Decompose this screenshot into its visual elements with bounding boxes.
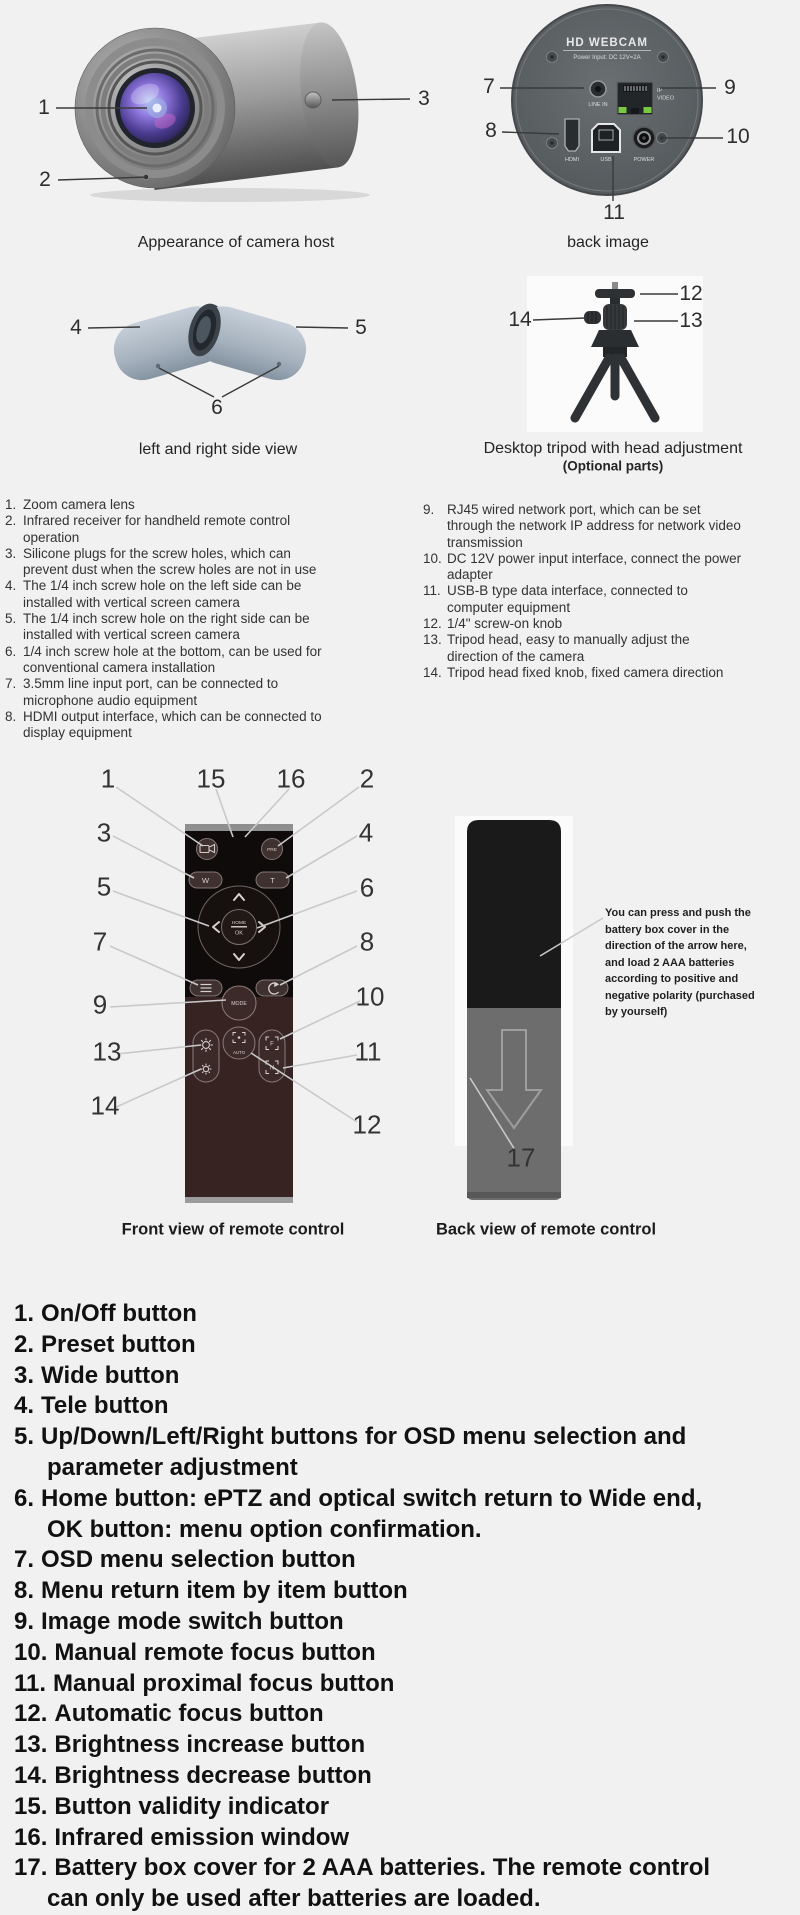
callout-8-remote: 8 <box>359 926 375 957</box>
callout-11: 11 <box>603 201 625 224</box>
list-item: 2. Preset button <box>14 1330 196 1358</box>
line-in-label: LINE IN <box>588 102 608 108</box>
list-item: 2. Infrared receiver for handheld remote control operation <box>5 513 291 545</box>
list-item: 7. 3.5mm line input port, can be connected to microphone audio equipment <box>5 676 279 708</box>
list-item: 8. HDMI output interface, which can be connected to display equipment <box>5 708 322 741</box>
callout-17: 17 <box>506 1142 536 1173</box>
list-item: 6. 1/4 inch screw hole at the bottom, can be used for conventional camera installation <box>5 643 322 675</box>
callout-2-remote: 2 <box>359 763 375 794</box>
list-item: 6. Home button: ePTZ and optical switch return to Wide end, OK button: menu option confirmation. <box>14 1484 703 1543</box>
callout-14: 14 <box>508 308 532 331</box>
callout-9-remote: 9 <box>92 989 108 1020</box>
callout-5-remote: 5 <box>96 871 112 902</box>
callout-11-remote: 11 <box>354 1036 382 1067</box>
callout-2: 2 <box>39 168 51 191</box>
figure-row-1-callout-lines <box>0 0 800 250</box>
list-item: 10. Manual remote focus button <box>14 1638 376 1666</box>
svg-text:F: F <box>270 1041 274 1048</box>
list-item: 9. Image mode switch button <box>14 1607 344 1635</box>
callout-4: 4 <box>70 316 82 339</box>
svg-text:T: T <box>270 875 275 885</box>
list-item: 7. OSD menu selection button <box>14 1546 356 1574</box>
callout-15: 15 <box>196 763 226 794</box>
list-item: 14. Brightness decrease button <box>14 1761 372 1789</box>
list-item: 5. Up/Down/Left/Right buttons for OSD menu selection and parameter adjustment <box>14 1423 687 1481</box>
callout-7: 7 <box>483 75 495 98</box>
callout-13-remote: 13 <box>92 1036 122 1067</box>
panel-subtitle: Power Input: DC 12V=2A <box>573 55 641 61</box>
camera-caption: Appearance of camera host <box>137 234 335 251</box>
list-item: 8. Menu return item by item button <box>14 1577 408 1605</box>
list-item: 3. Wide button <box>14 1361 180 1389</box>
list-item: 3. Silicone plugs for the screw holes, which can prevent dust when the screw holes are not in use <box>5 545 317 578</box>
remote-front-caption: Front view of remote control <box>121 1220 345 1239</box>
list-item: 5. The 1/4 inch screw hole on the right side can be installed with vertical screen camera <box>5 611 310 643</box>
svg-text:OK: OK <box>235 930 243 937</box>
list-item: 10. DC 12V power input interface, connect the power adapter <box>423 550 742 583</box>
ip-label: IP <box>657 88 663 94</box>
callout-6: 6 <box>211 396 223 419</box>
parts-list-1-8 <box>5 497 405 741</box>
list-item: 11. Manual proximal focus button <box>14 1669 395 1697</box>
svg-text:PRE: PRE <box>267 848 277 853</box>
callout-16: 16 <box>276 763 306 794</box>
callout-5: 5 <box>355 316 367 339</box>
callout-12: 12 <box>679 282 703 305</box>
list-item: 11. USB-B type data interface, connected to computer equipment <box>423 583 688 615</box>
hdmi-label: HDMI <box>564 157 580 163</box>
svg-text:N: N <box>269 1065 275 1072</box>
list-item: 1. On/Off button <box>14 1300 197 1327</box>
list-item: 12. 1/4" screw-on knob <box>423 616 563 632</box>
back-image-caption: back image <box>567 234 649 251</box>
svg-text:MODE: MODE <box>231 1001 247 1007</box>
svg-text:AUTO: AUTO <box>232 1050 246 1055</box>
callout-10-remote: 10 <box>355 981 385 1012</box>
tripod-caption-note: (Optional parts) <box>562 458 664 474</box>
callout-4-remote: 4 <box>358 817 374 848</box>
list-item: 13. Tripod head, easy to manually adjust the direction of the camera <box>423 632 690 664</box>
parts-list-9-14 <box>423 502 798 681</box>
list-item: 14. Tripod head fixed knob, fixed camera direction <box>423 664 724 680</box>
callout-8: 8 <box>485 119 497 142</box>
svg-text:HOME: HOME <box>231 921 247 926</box>
list-item: 9. RJ45 wired network port, which can be set through the network IP address for network video transmission <box>423 502 741 550</box>
list-item: 17. Battery box cover for 2 AAA batteries. The remote control can only be used after batteries are loaded. <box>14 1854 711 1913</box>
tripod-caption: Desktop tripod with head adjustment <box>483 440 743 457</box>
list-item: 12. Automatic focus button <box>14 1700 324 1728</box>
svg-text:W: W <box>201 875 210 885</box>
callout-13: 13 <box>679 309 703 332</box>
callout-10: 10 <box>726 125 750 148</box>
callout-6-remote: 6 <box>359 872 375 903</box>
figure-row-1 <box>0 0 800 250</box>
list-item: 4. Tele button <box>14 1392 169 1420</box>
callout-12-remote: 12 <box>352 1109 382 1140</box>
list-item: 4. The 1/4 inch screw hole on the left side can be installed with vertical screen camera <box>5 578 302 610</box>
usb-label: USB <box>600 157 612 163</box>
callout-7-remote: 7 <box>92 926 108 957</box>
power-label: POWER <box>633 157 655 163</box>
callout-3: 3 <box>418 87 430 110</box>
list-item: 16. Infrared emission window <box>14 1823 350 1851</box>
button-descriptions-list <box>14 1299 794 1915</box>
battery-note: You can press and push the battery box cover in the direction of the arrow here, and load 2 AAA batteries according to positive and negative polarity (purchased by yourself) <box>605 907 755 1018</box>
remote-back-caption: Back view of remote control <box>435 1220 657 1239</box>
figure-row-2 <box>0 250 800 500</box>
callout-1-remote: 1 <box>100 763 116 794</box>
callout-3-remote: 3 <box>96 817 112 848</box>
video-label: VIDEO <box>657 95 675 102</box>
callout-14-remote: 14 <box>90 1090 120 1121</box>
remote-figure-region <box>0 760 800 1260</box>
side-view-caption: left and right side view <box>138 441 298 458</box>
list-item: 1. Zoom camera lens <box>5 497 135 512</box>
list-item: 13. Brightness increase button <box>14 1731 366 1759</box>
callout-1: 1 <box>38 96 50 119</box>
callout-9: 9 <box>724 76 736 99</box>
panel-title: HD WEBCAM <box>566 37 648 49</box>
list-item: 15. Button validity indicator <box>14 1792 330 1820</box>
